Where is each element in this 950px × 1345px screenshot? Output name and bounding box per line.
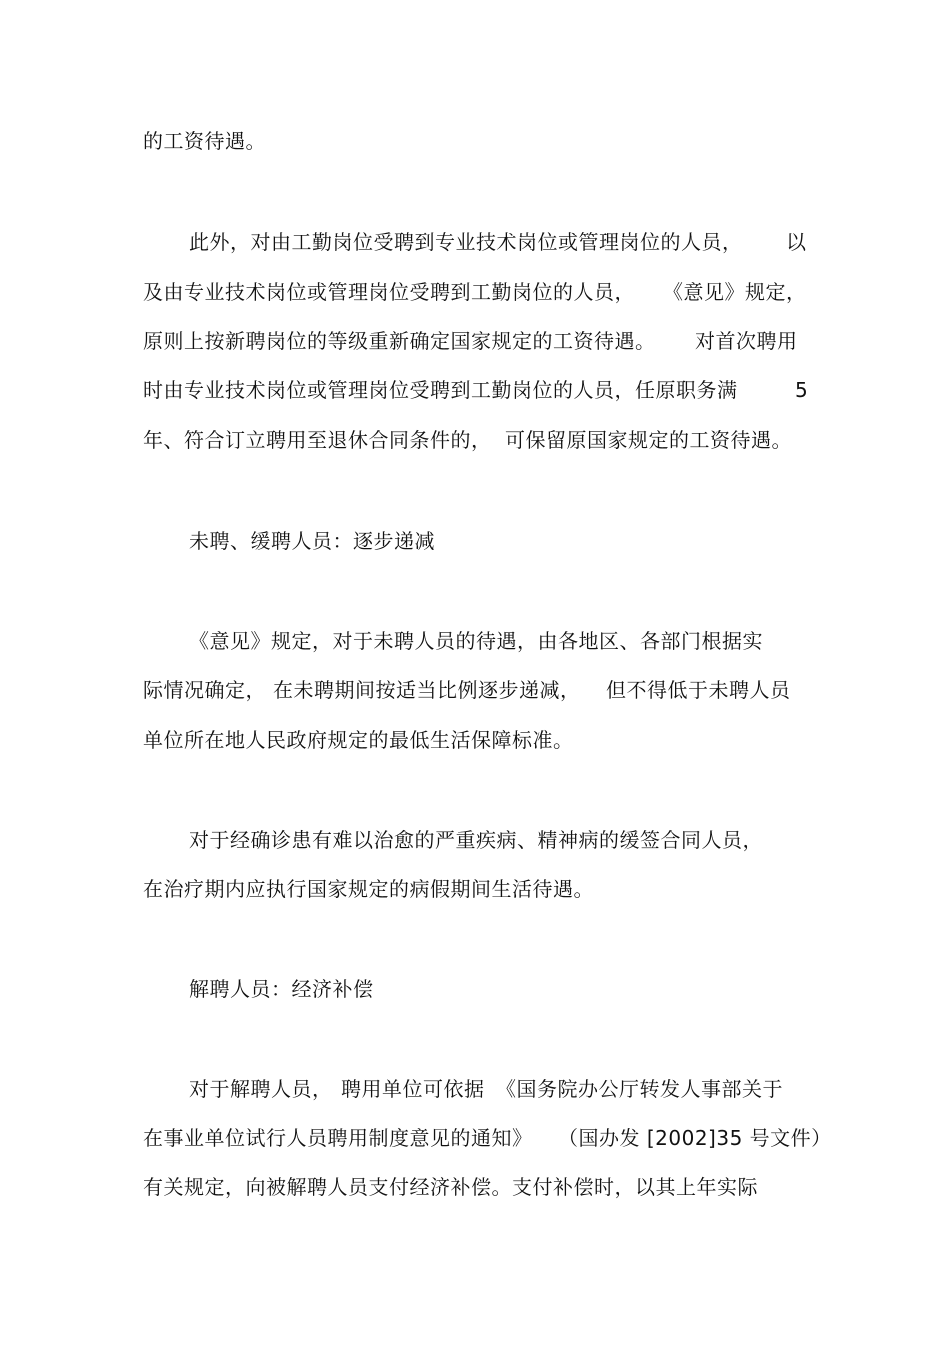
unhired-text: 《意见》规定，对于未聘人员的待遇，由各地区、各部门根据实 <box>189 629 763 653</box>
post-change-text: 对首次聘用 <box>695 329 798 353</box>
dismissed-text: （国办发 [2002]35 号文件） <box>558 1126 832 1150</box>
post-change-text: 年、符合订立聘用至退休合同条件的， <box>143 428 492 452</box>
intro-tail-line <box>0 123 950 159</box>
heading-dismissed <box>0 971 950 1007</box>
dismissed-text: 有关规定，向被解聘人员支付经济补偿。支付补偿时，以其上年实际 <box>143 1175 758 1199</box>
unhired-line-2 <box>0 672 950 708</box>
post-change-text: 5 <box>795 378 809 402</box>
heading-unhired <box>0 523 950 559</box>
unhired-text: 但不得低于未聘人员 <box>606 678 791 702</box>
unhired-line-1 <box>0 623 950 659</box>
unhired-text: 在未聘期间按适当比例逐步递减， <box>273 678 581 702</box>
section-heading: 未聘、缓聘人员：逐步递减 <box>189 529 435 553</box>
post-change-line-4 <box>0 372 950 408</box>
illness-text: 在治疗期内应执行国家规定的病假期间生活待遇。 <box>143 877 594 901</box>
dismissed-text: 《国务院办公厅转发人事部关于 <box>496 1077 783 1101</box>
post-change-text: 此外，对由工勤岗位受聘到专业技术岗位或管理岗位的人员， <box>189 230 743 254</box>
post-change-line-2 <box>0 274 950 310</box>
dismissed-text: 在事业单位试行人员聘用制度意见的通知》 <box>143 1126 533 1150</box>
dismissed-text: 聘用单位可依据 <box>341 1077 485 1101</box>
illness-text: 对于经确诊患有难以治愈的严重疾病、精神病的缓签合同人员， <box>189 828 763 852</box>
illness-line-2 <box>0 871 950 907</box>
illness-line-1 <box>0 822 950 858</box>
post-change-text: 时由专业技术岗位或管理岗位受聘到工勤岗位的人员，任原职务满 <box>143 378 738 402</box>
dismissed-line-2 <box>0 1120 950 1156</box>
post-change-text: 原则上按新聘岗位的等级重新确定国家规定的工资待遇。 <box>143 329 656 353</box>
dismissed-line-3 <box>0 1169 950 1205</box>
post-change-text: 及由专业技术岗位或管理岗位受聘到工勤岗位的人员， <box>143 280 635 304</box>
unhired-line-3 <box>0 722 950 758</box>
post-change-text: 可保留原国家规定的工资待遇。 <box>505 428 792 452</box>
dismissed-line-1 <box>0 1071 950 1107</box>
unhired-text: 际情况确定， <box>143 678 266 702</box>
dismissed-text: 对于解聘人员， <box>189 1077 333 1101</box>
post-change-text: 以 <box>786 230 807 254</box>
post-change-line-1 <box>0 224 950 260</box>
post-change-line-3 <box>0 323 950 359</box>
unhired-text: 单位所在地人民政府规定的最低生活保障标准。 <box>143 728 574 752</box>
post-change-text: 《意见》规定， <box>663 280 807 304</box>
intro-tail-text: 的工资待遇。 <box>143 129 266 153</box>
section-heading: 解聘人员：经济补偿 <box>189 977 374 1001</box>
post-change-line-5 <box>0 422 950 458</box>
